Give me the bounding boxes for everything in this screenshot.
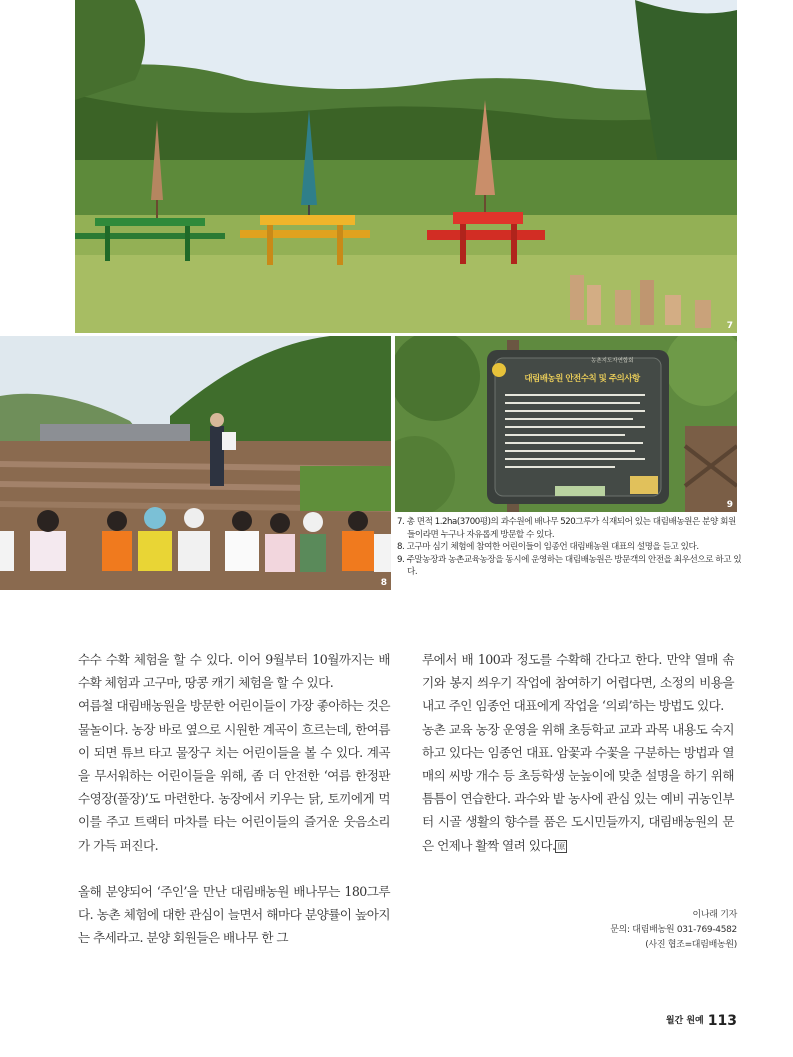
- body-column-right: [422, 648, 734, 857]
- page-folio: [666, 1010, 737, 1029]
- photo-number-9: 9: [726, 500, 733, 510]
- caption-7: 7. 총 면적 1.2ha(3700평)의 과수원에 배나무 520그루가 식재되어 있는 대림배농원은 분양 회원들이라면 누구나 자유롭게 방문할 수 있다.: [397, 517, 736, 540]
- photo-number-8: 8: [380, 578, 387, 588]
- photo-orchard-picnic: [75, 0, 737, 333]
- page-number: 113: [707, 1013, 737, 1029]
- sign-header: 농촌지도자연합회: [591, 358, 634, 364]
- contact-info: 문의: 대림배농원 031-769-4582: [610, 925, 737, 935]
- body-paragraph: 여름철 대림배농원을 방문한 어린이들이 가장 좋아하는 것은 물놀이다. 농장 바로 옆으로 시원한 계곡이 흐르는데, 한여름이 되면 튜브 타고 물장구 치는 어린이들을 볼 수 있다. 계곡을 무서워하는 어린이들을 위해, 좀 더 안전한 ‘여름 한정판 수영장(풀장)’도 마련한다. 농장에서 키우는 닭, 토끼에게 먹이를 주고 트랙터 마차를 타는 어린이들의 즐거운 웃음소리가 가득 퍼진다.: [78, 698, 390, 853]
- sign-title: 대림배농원 안전수칙 및 주의사항: [524, 374, 640, 384]
- body-paragraph-text: 농촌 교육 농장 운영을 위해 초등학교 교과 과목 내용도 숙지하고 있다는 임종언 대표. 암꽃과 수꽃을 구분하는 방법과 열매의 씨방 개수 등 초등학생 눈높이에 맞춘 설명을 하기 위해 틈틈이 연습한다. 과수와 밭 농사에 관심 있는 예비 귀농인부터 시골 생활의 향수를 품은 도시민들까지, 대림배농원의 문은 언제나 활짝 열려 있다.: [422, 721, 734, 853]
- photo-credit: (사진 협조=대림배농원): [645, 940, 737, 950]
- body-paragraph: 수수 수확 체험을 할 수 있다. 이어 9월부터 10월까지는 배 수확 체험과 고구마, 땅콩 캐기 체험을 할 수 있다.: [78, 652, 390, 691]
- photo-number-7: 7: [726, 321, 733, 331]
- caption-9: 9. 주말농장과 농촌교육농장을 동시에 운영하는 대림배농원은 방문객의 안전을 최우선으로 하고 있다.: [397, 554, 742, 578]
- body-paragraph: 올해 분양되어 ‘주인’을 만난 대림배농원 배나무는 180그루다. 농촌 체험에 대한 관심이 늘면서 해마다 분양률이 높아지는 추세라고. 분양 회원들은 배나무 한 그: [78, 883, 390, 946]
- caption-8: 8. 고구마 심기 체험에 참여한 어린이들이 임종언 대림배농원 대표의 설명을 듣고 있다.: [397, 542, 699, 553]
- body-paragraph: 루에서 배 100과 정도를 수확해 간다고 한다. 만약 열매 솎기와 봉지 씌우기 작업에 참여하기 어렵다면, 소정의 비용을 내고 주인 임종언 대표에게 작업을 ‘의뢰’하는 방법도 있다.: [422, 652, 734, 714]
- body-paragraph: [422, 718, 734, 857]
- photo-captions: [397, 516, 742, 579]
- end-mark-icon: 原: [557, 841, 565, 851]
- reporter-name: 이나래 기자: [692, 910, 737, 920]
- photo-safety-sign: [395, 336, 737, 512]
- magazine-name: 월간 원예: [665, 1016, 704, 1026]
- article-credits: [610, 908, 737, 953]
- photo-children-field: [0, 336, 391, 590]
- body-column-left: [78, 648, 390, 949]
